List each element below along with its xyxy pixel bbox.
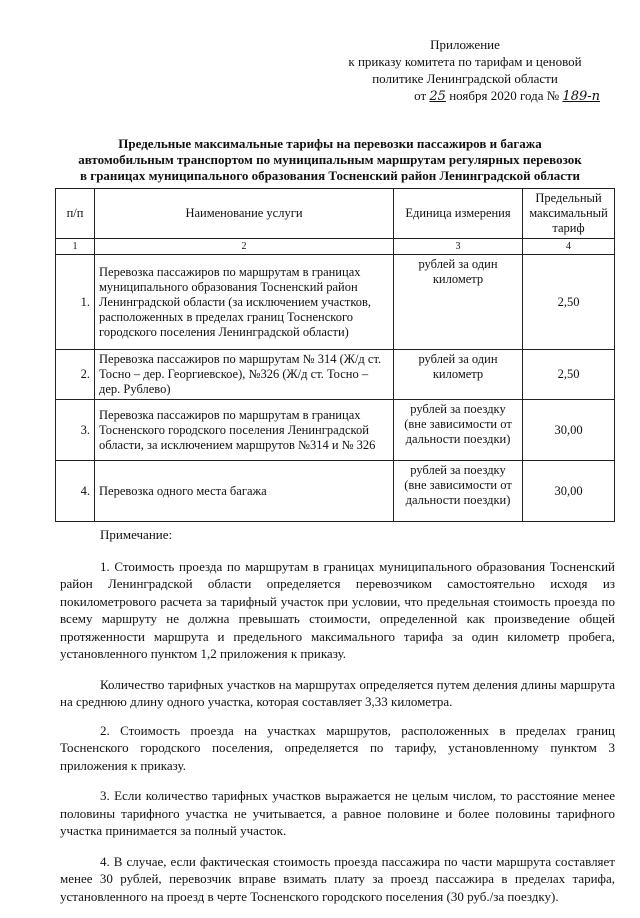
note-paragraph-4: 4. В случае, если фактическая стоимость проезда пассажира по части маршрута составляет менее 30 рублей, перевозчик вправе взимать плату за проезд пассажира в пределах тарифа, установленного на проезд в черте Тосненского городского поселения (30 руб./за поездку). (60, 853, 615, 904)
title-line-3: в границах муниципального образования Тосненский район Ленинградской области (80, 168, 580, 183)
table-row (56, 255, 615, 350)
row-price: 2,50 (523, 350, 615, 400)
index-cell: 2 (95, 239, 394, 255)
header-num: п/п (56, 189, 95, 239)
tariffs-table (55, 188, 615, 522)
index-row (56, 239, 615, 255)
row-service-name: Перевозка одного места багажа (95, 461, 394, 522)
date-day: 25 (429, 89, 446, 104)
appendix-date-line (330, 87, 600, 105)
date-prefix: от (414, 88, 427, 103)
index-cell: 4 (523, 239, 615, 255)
row-number: 3. (56, 400, 95, 461)
header-name: Наименование услуги (95, 189, 394, 239)
row-unit: рублей за один километр (394, 350, 523, 400)
date-rest: ноября 2020 года № (449, 88, 560, 103)
table-row (56, 350, 615, 400)
row-unit: рублей за поездку (вне зависимости от дальности поездки) (394, 400, 523, 461)
appendix-order-line: к приказу комитета по тарифам и ценовой (348, 54, 582, 69)
row-price: 30,00 (523, 461, 615, 522)
index-cell: 1 (56, 239, 95, 255)
appendix-committee-line: политике Ленинградской области (372, 71, 558, 86)
row-number: 1. (56, 255, 95, 350)
note-paragraph-1b: Количество тарифных участков на маршрутах определяется путем деления длины маршрута на среднюю длину одного участка, которая составляет 3,33 километра. (60, 676, 615, 709)
table-row (56, 400, 615, 461)
row-service-name: Перевозка пассажиров по маршрутам в границах Тосненского городского поселения Ленинградской области, за исключением маршрутов №314 и № 326 (95, 400, 394, 461)
header-price: Предельный максимальный тариф (523, 189, 615, 239)
table-header-row (56, 189, 615, 239)
row-unit: рублей за один километр (394, 255, 523, 350)
row-price: 30,00 (523, 400, 615, 461)
document-title (70, 136, 590, 184)
title-line-1: Предельные максимальные тарифы на перевозки пассажиров и багажа (118, 136, 542, 151)
note-paragraph-1: 1. Стоимость проезда по маршрутам в границах муниципального образования Тосненский район Ленинградской области определяется перевозчиком самостоятельно исходя из покилометрового расчета за тарифный участок при условии, что предельная стоимость проезда по всему маршруту не должна превышать стоимости, определенной как произведение общей протяженности маршрута и предельного максимального тарифа за один километр пробега, установленного пунктом 1,2 приложения к приказу. (60, 558, 615, 661)
notes-section (60, 526, 615, 918)
title-line-2: автомобильным транспортом по муниципальным маршрутам регулярных перевозок (78, 152, 582, 167)
row-service-name: Перевозка пассажиров по маршрутам № 314 (Ж/д ст. Тосно – дер. Георгиевское), №326 (Ж/д ст. Тосно – дер. Рублево) (95, 350, 394, 400)
note-paragraph-3: 3. Если количество тарифных участков выражается не целым числом, то расстояние менее половины тарифного участка не учитывается, а равное половине и более половины тарифного участка принимается за полный участок. (60, 788, 615, 838)
notes-heading: Примечание: (100, 527, 173, 542)
header-unit: Единица измерения (394, 189, 523, 239)
table-row (56, 461, 615, 522)
note-paragraph-2: 2. Стоимость проезда на участках маршрутов, расположенных в пределах границ Тосненского городского поселения, определяется по тарифу, установленному пунктом 3 приложения к приказу. (60, 722, 615, 773)
row-price: 2,50 (523, 255, 615, 350)
order-number: 189-п (562, 89, 600, 104)
appendix-block (330, 36, 600, 105)
appendix-title: Приложение (430, 37, 500, 52)
index-cell: 3 (394, 239, 523, 255)
row-number: 2. (56, 350, 95, 400)
row-number: 4. (56, 461, 95, 522)
row-unit: рублей за поездку (вне зависимости от дальности поездки) (394, 461, 523, 522)
row-service-name: Перевозка пассажиров по маршрутам в границах муниципального образования Тосненский район Ленинградской области (за исключением участков, расположенных в пределах границ Тосненского городского поселения Ленинградской области) (95, 255, 394, 350)
